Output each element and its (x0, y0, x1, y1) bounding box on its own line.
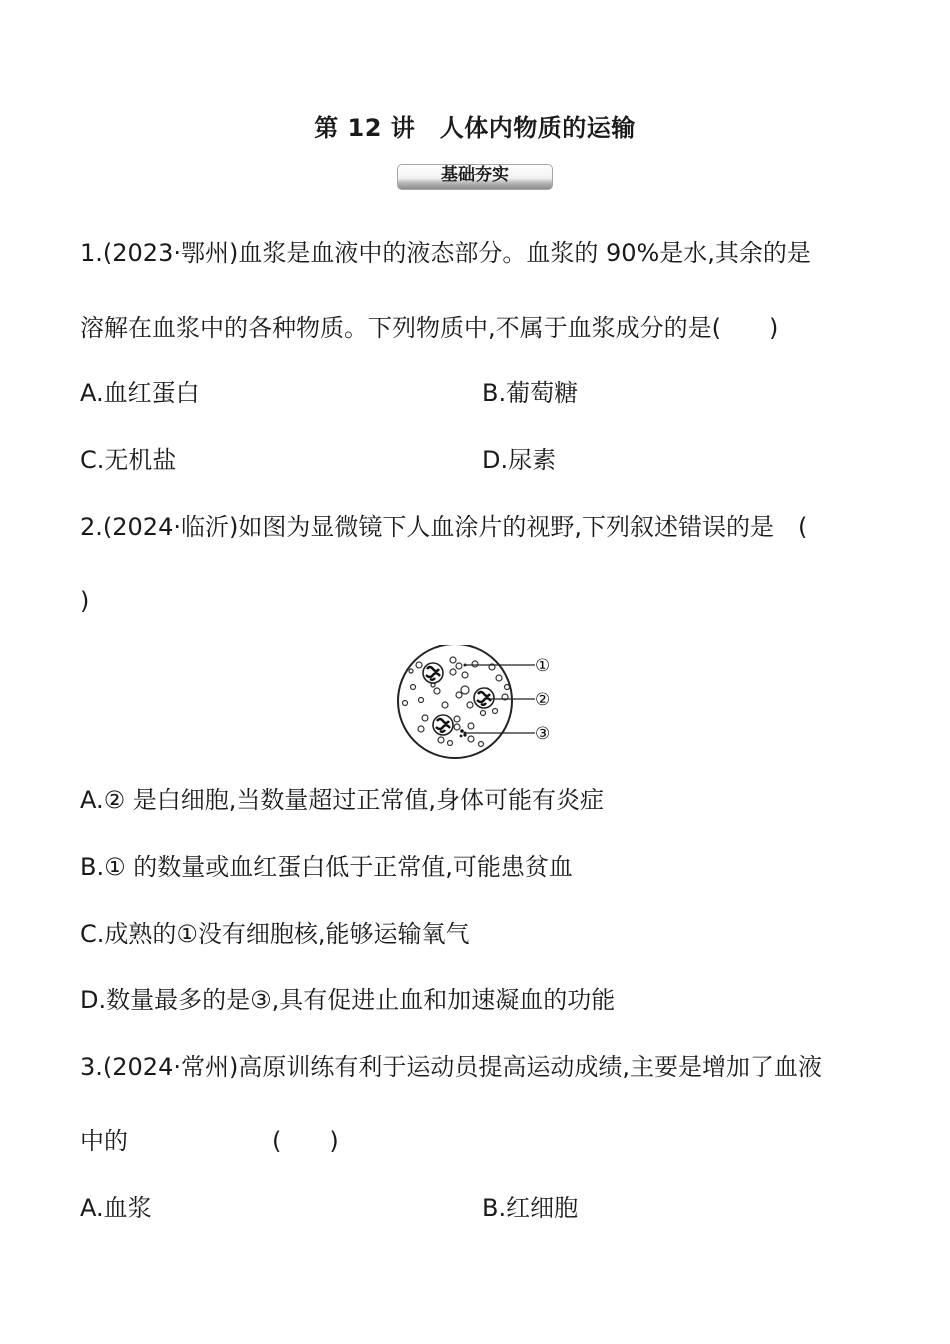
figure-label-1: ① (535, 656, 551, 676)
question-3-option-a: A.血浆 (80, 1194, 152, 1222)
question-1-option-d: D.尿素 (482, 446, 557, 474)
question-1-option-a: A.血红蛋白 (80, 379, 200, 407)
page-title: 第 12 讲 人体内物质的运输 (314, 114, 636, 142)
question-2-option-b: B.① 的数量或血红蛋白低于正常值,可能患贫血 (80, 853, 573, 881)
question-1-line-2: 溶解在血浆中的各种物质。下列物质中,不属于血浆成分的是( ) (80, 314, 779, 342)
question-2-line-1: 2.(2024·临沂)如图为显微镜下人血涂片的视野,下列叙述错误的是 ( (80, 513, 808, 541)
section-label: 基础夯实 (397, 164, 553, 190)
question-1-option-c: C.无机盐 (80, 446, 177, 474)
question-2-option-d: D.数量最多的是③,具有促进止血和加速凝血的功能 (80, 986, 616, 1014)
figure-label-2: ② (535, 690, 551, 710)
blood-smear-figure (395, 645, 565, 763)
question-2-option-a: A.② 是白细胞,当数量超过正常值,身体可能有炎症 (80, 786, 605, 814)
figure-label-3: ③ (535, 724, 551, 744)
question-3-line-1: 3.(2024·常州)高原训练有利于运动员提高运动成绩,主要是增加了血液 (80, 1053, 822, 1081)
question-3-option-b: B.红细胞 (482, 1194, 579, 1222)
question-2-option-c: C.成熟的①没有细胞核,能够运输氧气 (80, 920, 470, 948)
question-1-option-b: B.葡萄糖 (482, 379, 579, 407)
question-2-line-2: ) (80, 587, 90, 615)
question-3-line-2: 中的 ( ) (80, 1127, 339, 1155)
question-1-line-1: 1.(2023·鄂州)血浆是血液中的液态部分。血浆的 90%是水,其余的是 (80, 239, 811, 267)
